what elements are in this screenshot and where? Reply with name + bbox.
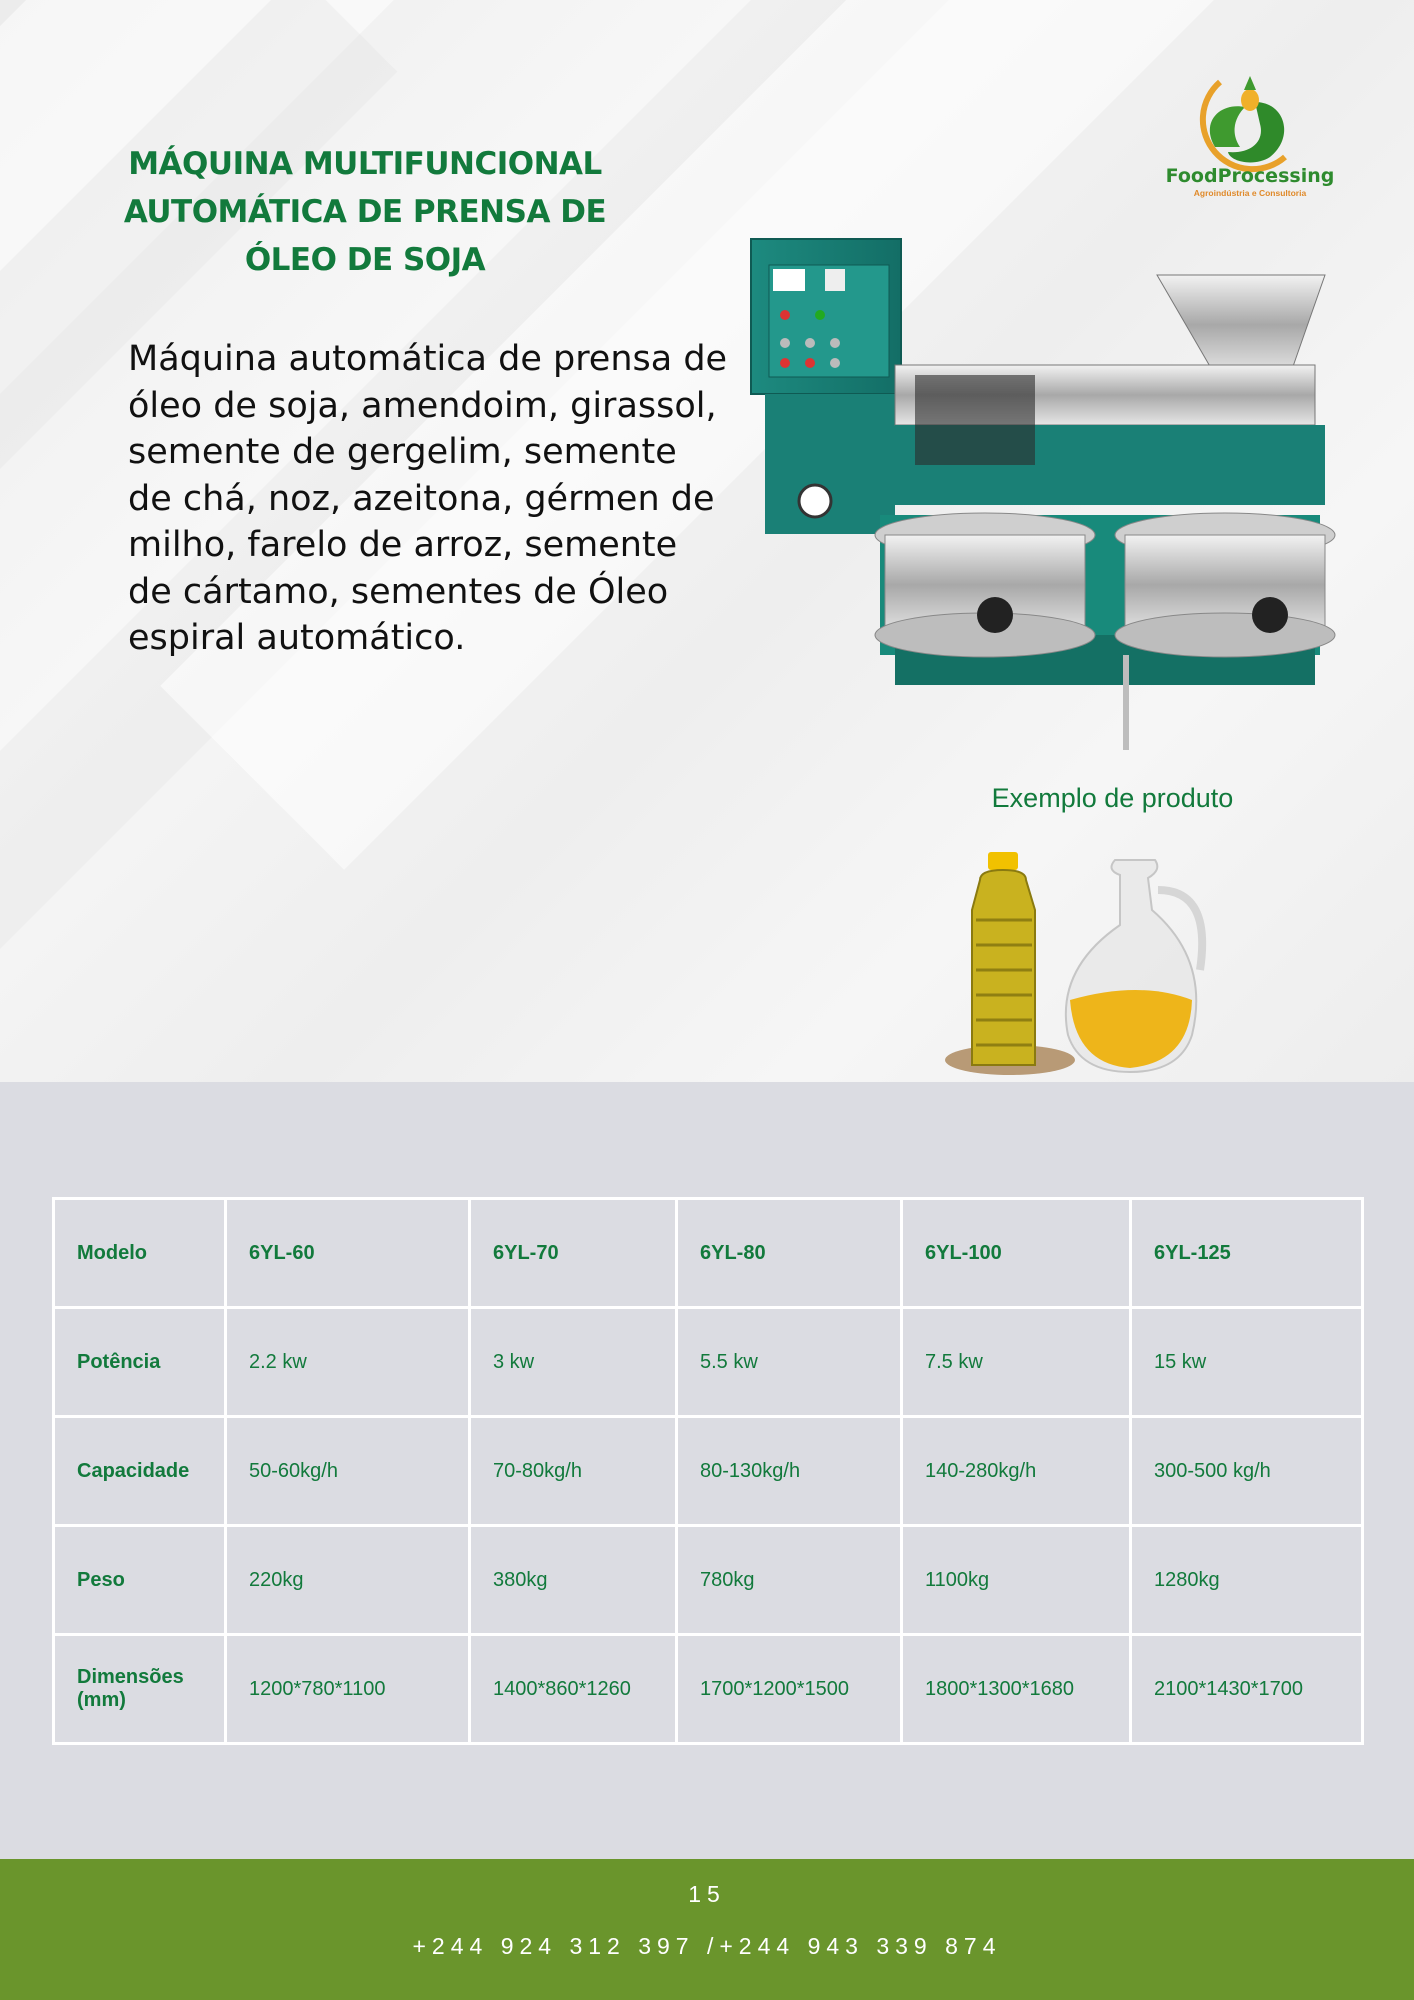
footer (0, 1859, 1414, 2000)
table-cell: 1280kg (1131, 1526, 1363, 1635)
table-cell: Peso (54, 1526, 226, 1635)
logo-tagline: Agroindústria e Consultoria (1193, 188, 1307, 198)
table-cell: 5.5 kw (677, 1308, 902, 1417)
table-cell: 7.5 kw (902, 1308, 1131, 1417)
table-cell: Dimensões (mm) (54, 1635, 226, 1744)
table-cell: 1700*1200*1500 (677, 1635, 902, 1744)
page-number: 15 (688, 1881, 726, 1907)
table-cell: 6YL-80 (677, 1199, 902, 1308)
table-cell: 2100*1430*1700 (1131, 1635, 1363, 1744)
table-row (54, 1199, 1363, 1308)
table-cell: 2.2 kw (226, 1308, 470, 1417)
table-cell: 6YL-100 (902, 1199, 1131, 1308)
table-row (54, 1308, 1363, 1417)
table-cell: 1100kg (902, 1526, 1131, 1635)
table-row (54, 1635, 1363, 1744)
oil-press-machine-image (745, 235, 1355, 765)
table-cell: 15 kw (1131, 1308, 1363, 1417)
table-cell: 70-80kg/h (470, 1417, 677, 1526)
product-caption: Exemplo de produto (991, 783, 1234, 813)
table-cell: 1400*860*1260 (470, 1635, 677, 1744)
table-cell: 380kg (470, 1526, 677, 1635)
table-row (54, 1417, 1363, 1526)
page-title: MÁQUINA MULTIFUNCIONAL AUTOMÁTICA DE PRENSA DE ÓLEO DE SOJA (123, 146, 607, 278)
specifications-table (52, 1197, 1364, 1745)
contact-phones: +244 924 312 397 /+244 943 339 874 (412, 1933, 1002, 1959)
table-cell: 6YL-60 (226, 1199, 470, 1308)
table-cell: 140-280kg/h (902, 1417, 1131, 1526)
table-cell: 1200*780*1100 (226, 1635, 470, 1744)
logo-name: FoodProcessing (1165, 165, 1335, 187)
table-cell: 220kg (226, 1526, 470, 1635)
table-cell: 6YL-70 (470, 1199, 677, 1308)
table-cell: Potência (54, 1308, 226, 1417)
table-cell: 3 kw (470, 1308, 677, 1417)
table-cell: 300-500 kg/h (1131, 1417, 1363, 1526)
table-cell: 50-60kg/h (226, 1417, 470, 1526)
table-row (54, 1526, 1363, 1635)
table-cell: 80-130kg/h (677, 1417, 902, 1526)
table-cell: 6YL-125 (1131, 1199, 1363, 1308)
product-description: Máquina automática de prensa de óleo de soja, amendoim, girassol, semente de gergelim, semente de chá, noz, azeitona, gérmen de milho, farelo de arroz, semente de cártamo, sementes de Óleo espiral automático. (128, 339, 728, 658)
table-cell: 780kg (677, 1526, 902, 1635)
table-cell: Modelo (54, 1199, 226, 1308)
table-cell: 1800*1300*1680 (902, 1635, 1131, 1744)
table-cell: Capacidade (54, 1417, 226, 1526)
oil-bottles-image (930, 850, 1230, 1082)
